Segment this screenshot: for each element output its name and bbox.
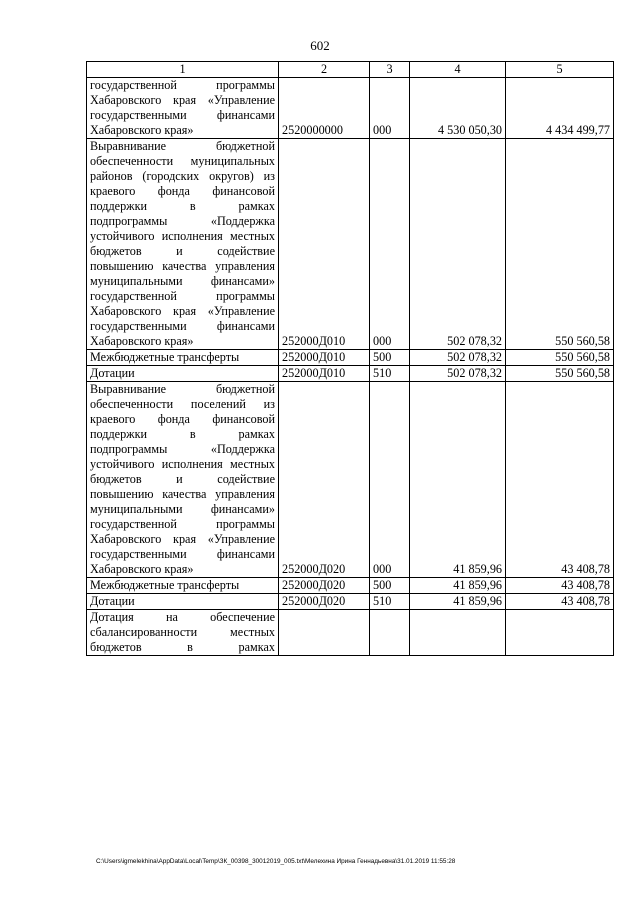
- row-vr: [370, 610, 410, 656]
- table-row: [87, 350, 614, 366]
- table-row: [87, 578, 614, 594]
- row-code: 252000Д020: [279, 382, 370, 578]
- row-value-2019: 502 078,32: [410, 139, 506, 350]
- row-value-2019: 502 078,32: [410, 350, 506, 366]
- header-col-3: 3: [370, 62, 410, 78]
- row-value-2020: 43 408,78: [506, 594, 614, 610]
- row-vr: 510: [370, 366, 410, 382]
- row-vr: 500: [370, 578, 410, 594]
- row-name: Межбюджетные трансферты: [87, 350, 279, 366]
- row-code: 252000Д010: [279, 350, 370, 366]
- table-row: [87, 382, 614, 578]
- row-name: Межбюджетные трансферты: [87, 578, 279, 594]
- row-value-2020: [506, 610, 614, 656]
- header-col-5: 5: [506, 62, 614, 78]
- table-row: [87, 78, 614, 139]
- table-row: [87, 610, 614, 656]
- row-value-2019: 4 530 050,30: [410, 78, 506, 139]
- row-value-2020: 43 408,78: [506, 382, 614, 578]
- file-path-footer: C:\Users\igmelekhina\AppData\Local\Temp\ЗК_00398_30012019_005.txt\Мелехина Ирина Геннадьевна\31.01.2019 11:55:28: [96, 858, 456, 865]
- row-vr: 500: [370, 350, 410, 366]
- row-vr: 000: [370, 78, 410, 139]
- table-row: [87, 594, 614, 610]
- row-value-2019: 41 859,96: [410, 578, 506, 594]
- row-value-2019: 41 859,96: [410, 594, 506, 610]
- row-value-2020: 550 560,58: [506, 350, 614, 366]
- header-col-2: 2: [279, 62, 370, 78]
- row-code: 252000Д010: [279, 366, 370, 382]
- row-code: 252000Д010: [279, 139, 370, 350]
- table-row: [87, 366, 614, 382]
- row-value-2020: 43 408,78: [506, 578, 614, 594]
- row-code: [279, 610, 370, 656]
- row-code: 2520000000: [279, 78, 370, 139]
- row-name: Выравнивание бюджетной обеспеченности поселений из краевого фонда финансовой поддержки в рамках подпрограммы «Поддержка устойчивого исполнения местных бюджетов и содействие повышению качества управления муниципальными финансами» государственной программы Хабаровского края «Управление государственными финансами Хабаровского края»: [87, 382, 279, 578]
- row-code: 252000Д020: [279, 578, 370, 594]
- row-value-2019: [410, 610, 506, 656]
- row-name: государственной программы Хабаровского края «Управление государственными финансами Хабаровского края»: [87, 78, 279, 139]
- row-code: 252000Д020: [279, 594, 370, 610]
- row-value-2020: 4 434 499,77: [506, 78, 614, 139]
- row-value-2020: 550 560,58: [506, 139, 614, 350]
- row-name: Дотации: [87, 594, 279, 610]
- row-value-2019: 502 078,32: [410, 366, 506, 382]
- table-row: [87, 139, 614, 350]
- page-number: 602: [310, 38, 330, 53]
- budget-table: [86, 61, 614, 656]
- row-name: Дотации: [87, 366, 279, 382]
- row-value-2019: 41 859,96: [410, 382, 506, 578]
- row-value-2020: 550 560,58: [506, 366, 614, 382]
- row-name: Дотация на обеспечение сбалансированности местных бюджетов в рамках: [87, 610, 279, 656]
- header-col-1: 1: [87, 62, 279, 78]
- row-vr: 000: [370, 382, 410, 578]
- header-col-4: 4: [410, 62, 506, 78]
- row-name: Выравнивание бюджетной обеспеченности муниципальных районов (городских округов) из краевого фонда финансовой поддержки в рамках подпрограммы «Поддержка устойчивого исполнения местных бюджетов и содействие повышению качества управления муниципальными финансами» государственной программы Хабаровского края «Управление государственными финансами Хабаровского края»: [87, 139, 279, 350]
- row-vr: 000: [370, 139, 410, 350]
- header-row: [87, 62, 614, 78]
- row-vr: 510: [370, 594, 410, 610]
